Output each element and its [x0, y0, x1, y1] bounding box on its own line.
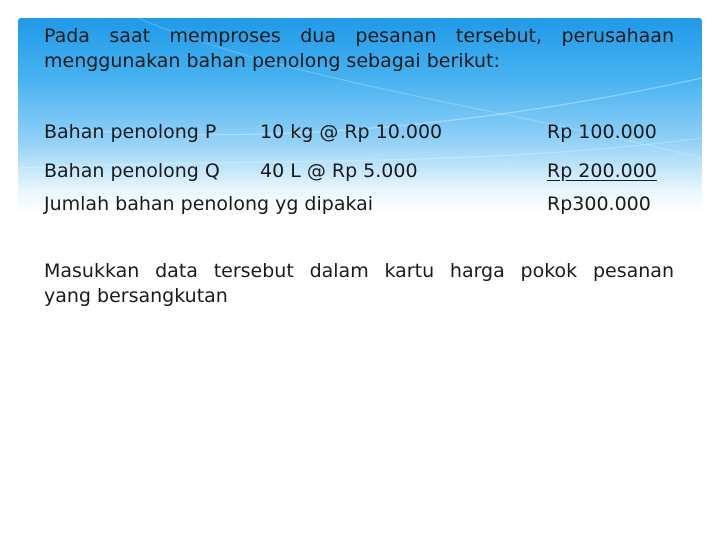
- row-amount: Rp 200.000: [547, 160, 657, 182]
- row-label: Bahan penolong Q: [44, 160, 220, 182]
- intro-line-2: menggunakan bahan penolong sebagai berikut:: [44, 50, 500, 72]
- intro-line-1: Pada saat memproses dua pesanan tersebut, perusahaan: [44, 25, 674, 47]
- row-quantity: 10 kg @ Rp 10.000: [260, 121, 443, 143]
- total-label: Jumlah bahan penolong yg dipakai: [44, 193, 374, 215]
- row-amount: Rp 100.000: [547, 121, 657, 143]
- instruction-line-1: Masukkan data tersebut dalam kartu harga pokok pesanan: [44, 260, 674, 282]
- instruction-paragraph: [44, 259, 674, 309]
- row-label: Bahan penolong P: [44, 121, 217, 143]
- row-quantity: 40 L @ Rp 5.000: [260, 160, 418, 182]
- intro-paragraph: [44, 24, 674, 74]
- instruction-line-2: yang bersangkutan: [44, 285, 228, 307]
- total-amount: Rp300.000: [547, 193, 651, 215]
